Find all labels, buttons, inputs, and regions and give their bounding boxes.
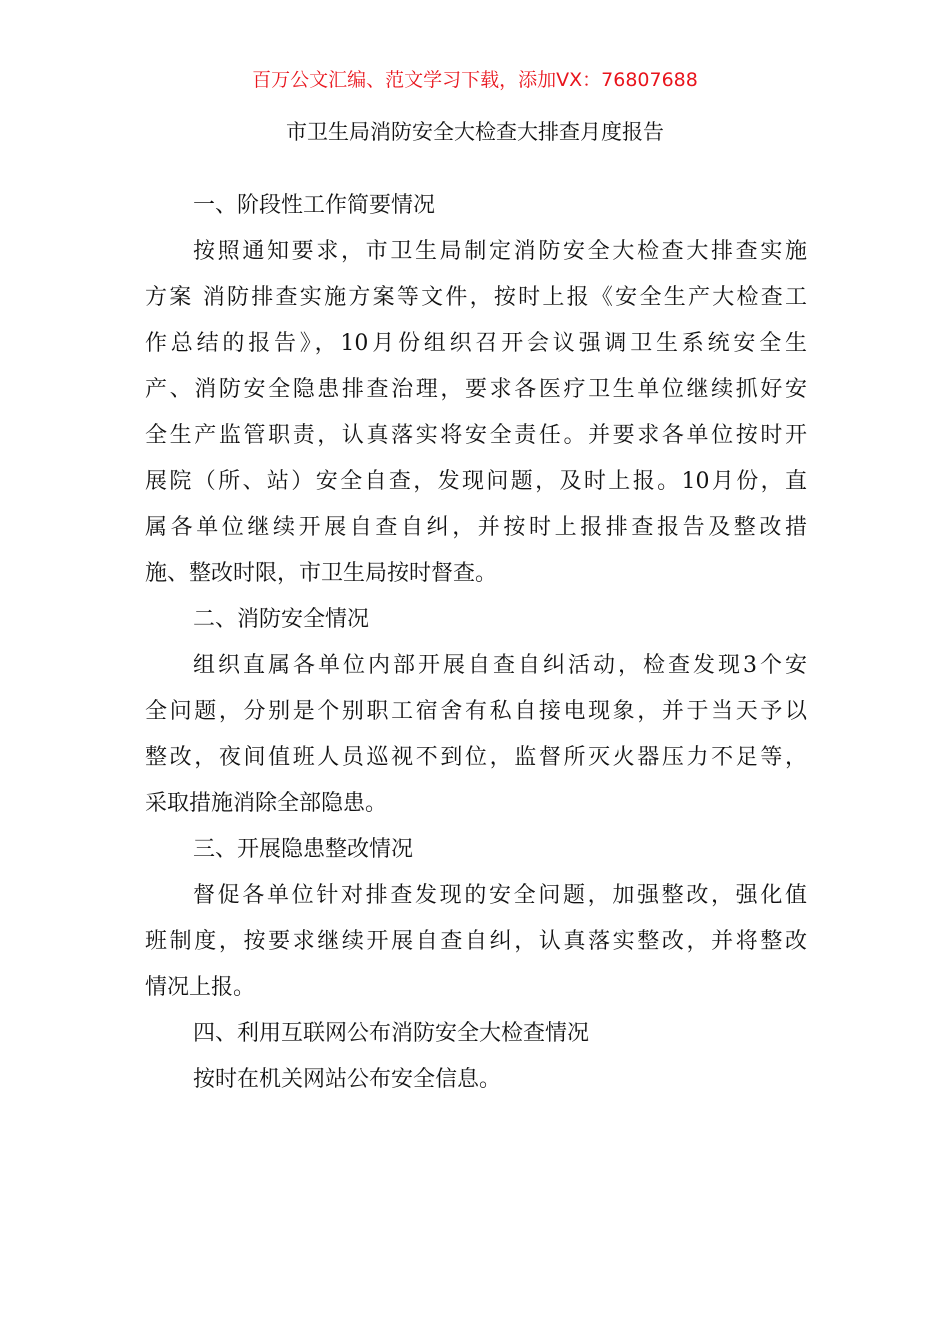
watermark-banner: 百万公文汇编、范文学习下载，添加VX：76807688 — [252, 69, 698, 91]
paragraph-line: 作总结的报告》，10月份组织召开会议强调卫生系统安全生 — [145, 331, 807, 356]
paragraph-line: 整改，夜间值班人员巡视不到位，监督所灭火器压力不足等， — [145, 745, 807, 770]
paragraph-line: 督促各单位针对排查发现的安全问题，加强整改，强化值 — [193, 883, 807, 908]
paragraph-line: 展院（所、站）安全自查，发现问题，及时上报。10月份，直 — [145, 469, 807, 494]
paragraph-line: 全问题，分别是个别职工宿舍有私自接电现象，并于当天予以 — [145, 699, 807, 724]
section-heading-1: 一、阶段性工作简要情况 — [193, 193, 436, 218]
document-title: 市卫生局消防安全大检查大排查月度报告 — [286, 120, 664, 144]
section-heading-3: 三、开展隐患整改情况 — [193, 837, 414, 862]
paragraph-line: 施、整改时限，市卫生局按时督查。 — [145, 561, 498, 586]
paragraph-line: 产、消防安全隐患排查治理，要求各医疗卫生单位继续抓好安 — [145, 377, 807, 402]
paragraph-line: 全生产监管职责，认真落实将安全责任。并要求各单位按时开 — [145, 423, 807, 448]
section-paragraph-1 — [145, 229, 807, 597]
section-paragraph-3 — [145, 873, 807, 1011]
paragraph-line: 方案 消防排查实施方案等文件，按时上报《安全生产大检查工 — [145, 285, 807, 310]
paragraph-line: 情况上报。 — [145, 975, 256, 1000]
paragraph-line: 组织直属各单位内部开展自查自纠活动，检查发现3个安 — [193, 653, 807, 678]
paragraph-line: 按时在机关网站公布安全信息。 — [193, 1067, 502, 1092]
document-body — [145, 183, 807, 1103]
section-paragraph-2 — [145, 643, 807, 827]
paragraph-line: 属各单位继续开展自查自纠，并按时上报排查报告及整改措 — [145, 515, 807, 540]
section-paragraph-4 — [145, 1057, 807, 1103]
paragraph-line: 采取措施消除全部隐患。 — [145, 791, 388, 816]
paragraph-line: 班制度，按要求继续开展自查自纠，认真落实整改，并将整改 — [145, 929, 807, 954]
section-heading-2: 二、消防安全情况 — [193, 607, 370, 632]
paragraph-line: 按照通知要求，市卫生局制定消防安全大检查大排查实施 — [193, 239, 807, 264]
section-heading-4: 四、利用互联网公布消防安全大检查情况 — [193, 1021, 590, 1046]
